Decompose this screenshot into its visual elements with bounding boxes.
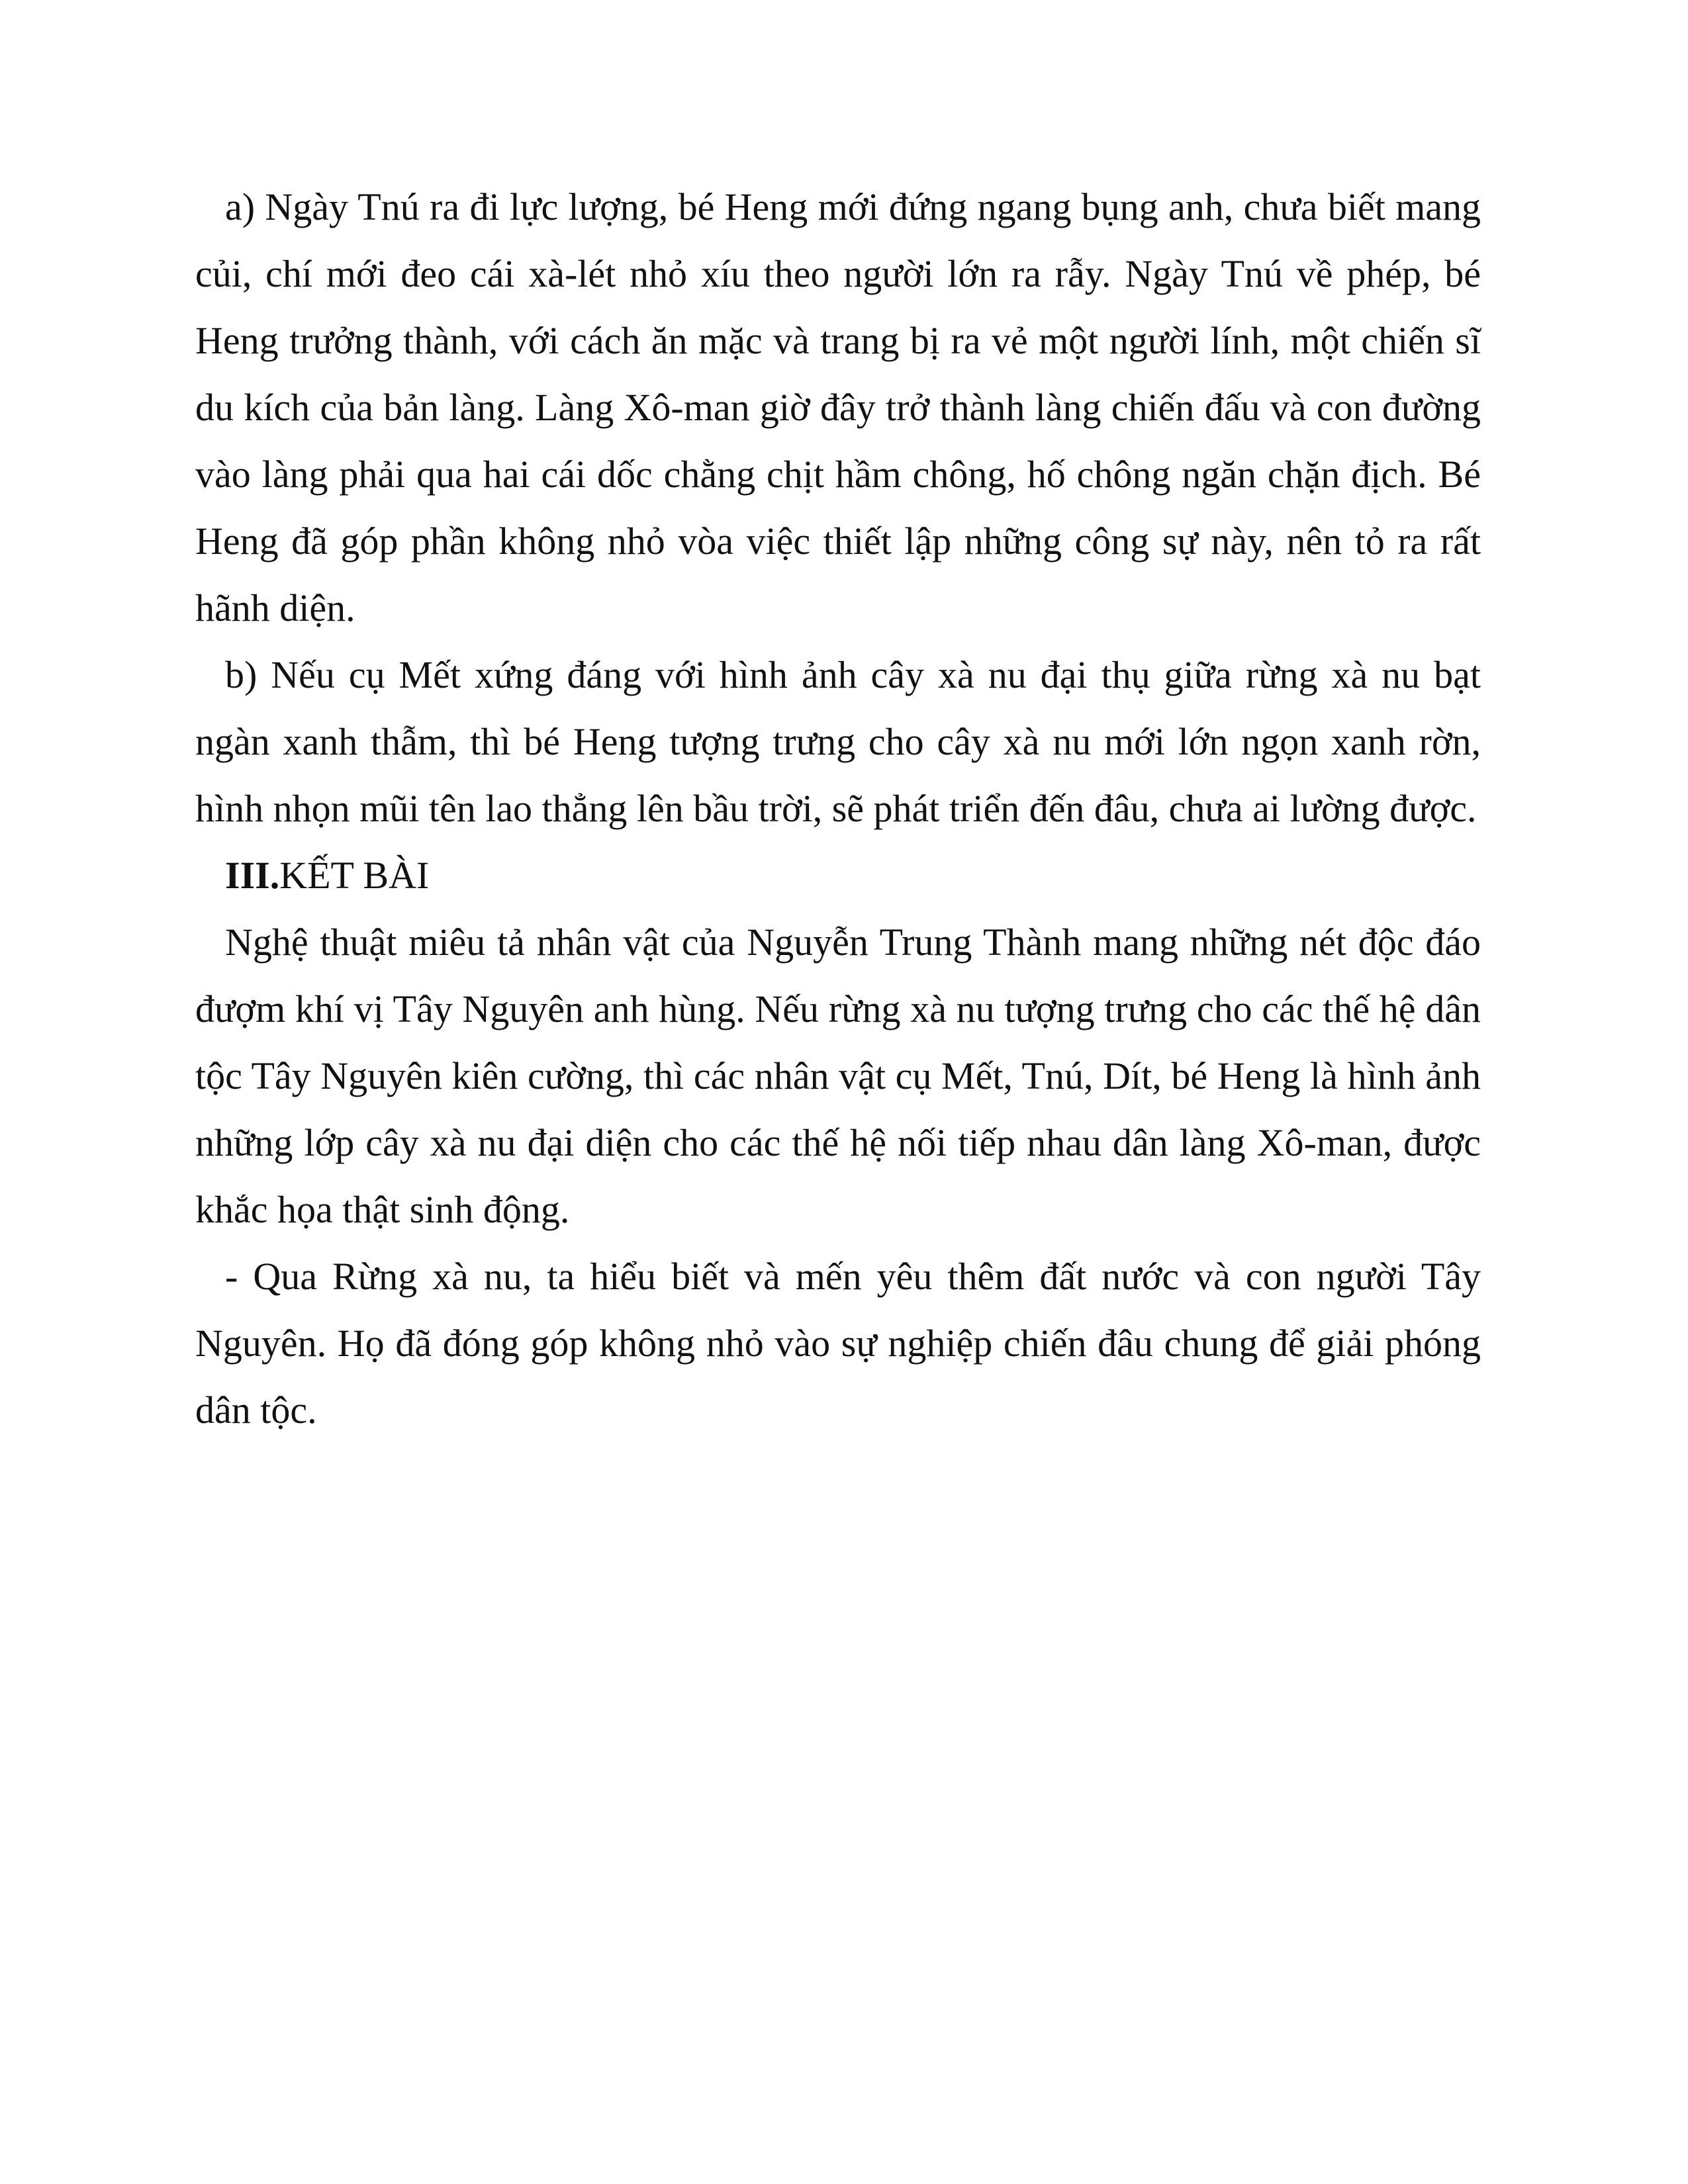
- paragraph-a: a) Ngày Tnú ra đi lực lượng, bé Heng mới đứng ngang bụng anh, chưa biết mang củi, chí mới đeo cái xà-lét nhỏ xíu theo người lớn ra rẫy. Ngày Tnú về phép, bé Heng trưởng thành, với cách ăn mặc và trang bị ra vẻ một người lính, một chiến sĩ du kích của bản làng. Làng Xô-man giờ đây trở thành làng chiến đấu và con đường vào làng phải qua hai cái dốc chằng chịt hầm chông, hố chông ngăn chặn địch. Bé Heng đã góp phần không nhỏ vòa việc thiết lập những công sự này, nên tỏ ra rất hãnh diện.: [195, 185, 1481, 629]
- paragraph-b: b) Nếu cụ Mết xứng đáng với hình ảnh cây xà nu đại thụ giữa rừng xà nu bạt ngàn xanh thẫm, thì bé Heng tượng trưng cho cây xà nu mới lớn ngọn xanh rờn, hình nhọn mũi tên lao thẳng lên bầu trời, sẽ phát triển đến đâu, chưa ai lường được.: [195, 653, 1481, 830]
- document-body: [195, 173, 1481, 1443]
- section-heading-title: KẾT BÀI: [279, 854, 430, 897]
- conclusion-paragraph: Nghệ thuật miêu tả nhân vật của Nguyễn Trung Thành mang những nét độc đáo đượm khí vị Tây Nguyên anh hùng. Nếu rừng xà nu tượng trưng cho các thế hệ dân tộc Tây Nguyên kiên cường, thì các nhân vật cụ Mết, Tnú, Dít, bé Heng là hình ảnh những lớp cây xà nu đại diện cho các thế hệ nối tiếp nhau dân làng Xô-man, được khắc họa thật sinh động.: [195, 921, 1481, 1231]
- section-heading-number: III.: [225, 854, 280, 897]
- section-heading: [195, 842, 1481, 909]
- closing-paragraph: - Qua Rừng xà nu, ta hiểu biết và mến yêu thêm đất nước và con người Tây Nguyên. Họ đã đóng góp không nhỏ vào sự nghiệp chiến đâu chung để giải phóng dân tộc.: [195, 1255, 1481, 1432]
